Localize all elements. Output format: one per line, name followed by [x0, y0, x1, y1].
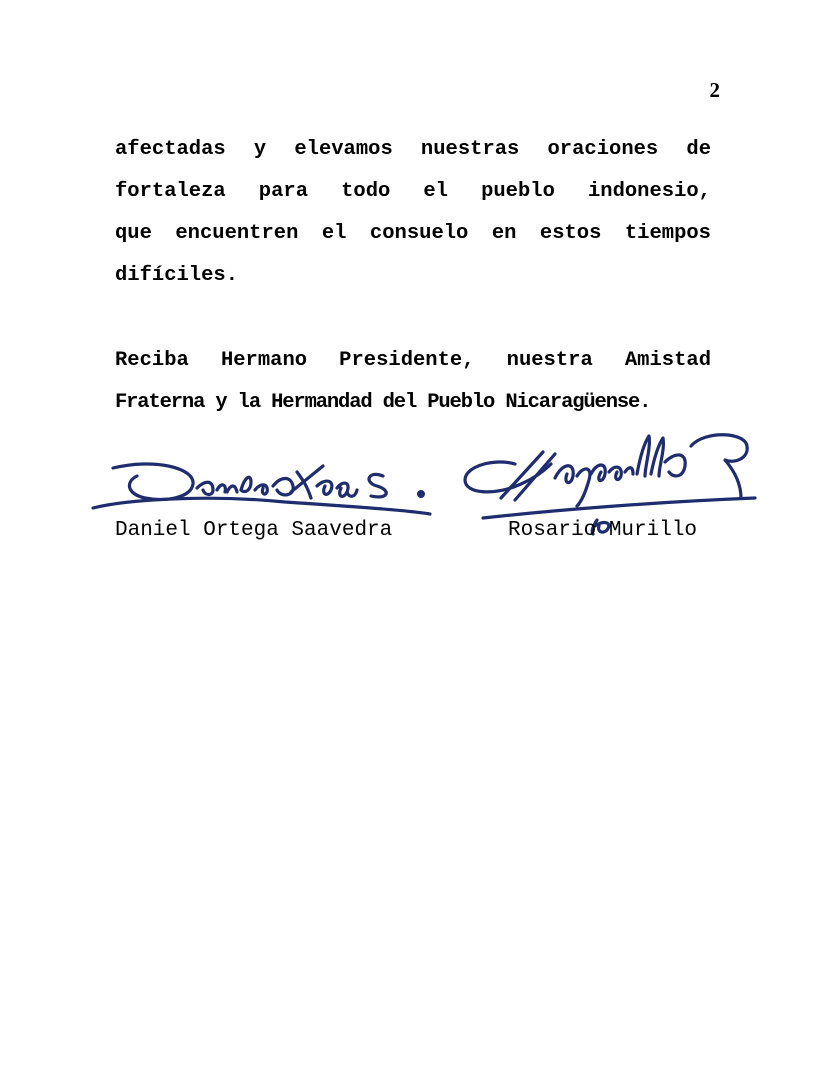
body-line: Fraterna y la Hermandad del Pueblo Nicaragüense.	[115, 391, 651, 414]
body-line: difíciles.	[115, 264, 239, 287]
body-line: fortaleza para todo el pueblo indonesio,	[115, 180, 711, 203]
signature-ortega	[85, 446, 445, 526]
body-line: afectadas y elevamos nuestras oraciones de	[115, 138, 711, 161]
page-number: 2	[709, 78, 720, 102]
body-line: que encuentren el consuelo en estos tiempos	[115, 222, 711, 245]
body-line: Reciba Hermano Presidente, nuestra Amistad	[115, 349, 711, 372]
signer-name-murillo: Rosario Murillo	[508, 519, 698, 542]
signer-name-ortega: Daniel Ortega Saavedra	[115, 519, 393, 542]
body-paragraph-condolences	[115, 129, 711, 297]
body-paragraph-closing	[115, 340, 711, 424]
signature-murillo	[455, 422, 765, 532]
